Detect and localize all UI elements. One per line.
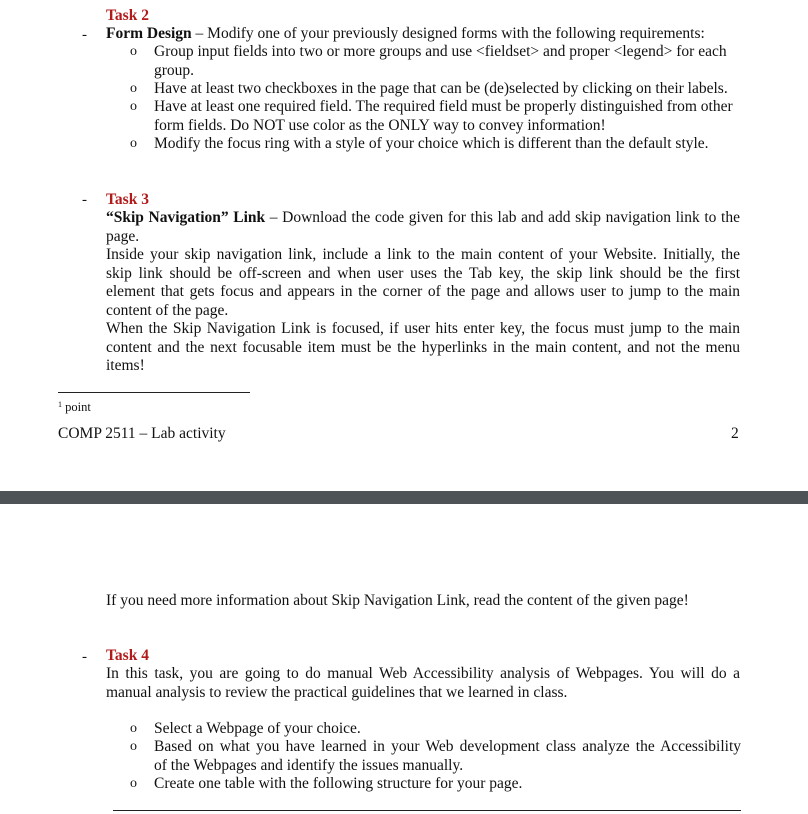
bullet-marker: o bbox=[130, 81, 137, 96]
task3-heading-cont: page. bbox=[106, 227, 140, 245]
footnote bbox=[58, 400, 91, 415]
task4-bullet-2 bbox=[154, 738, 741, 775]
bullet-marker: o bbox=[130, 44, 137, 59]
list-dash: - bbox=[82, 27, 87, 43]
footnote-text: point bbox=[62, 400, 91, 414]
task3-heading-rest: – Download the code given for this lab and add skip navigation link to the bbox=[265, 209, 740, 226]
task3-para2-line: When the Skip Navigation Link is focused, if user hits enter key, the focus must jump to the main bbox=[106, 320, 740, 337]
task4-para-line: In this task, you are going to do manual Web Accessibility analysis of Webpages. You will do a bbox=[106, 665, 740, 682]
task3-para1-line: content of the page. bbox=[106, 301, 229, 319]
bullet-line: Based on what you have learned in your Web development class analyze the Accessibility bbox=[154, 738, 741, 755]
task2-bullet-4 bbox=[154, 135, 741, 154]
task3-para1-line: Inside your skip navigation link, include a link to the main content of your Website. Initially, the bbox=[106, 246, 740, 263]
task2-title: Task 2 bbox=[106, 7, 149, 24]
bullet-line: Have at least two checkboxes in the page that can be (de)selected by clicking on their labels. bbox=[154, 80, 728, 97]
page-footer: COMP 2511 – Lab activity bbox=[58, 425, 226, 442]
task3-heading bbox=[106, 209, 740, 228]
task2-bullet-2 bbox=[154, 80, 741, 99]
task4-bullet-1 bbox=[154, 720, 741, 739]
task3-para1-line: element that gets focus and appears in the corner of the page and allows user to jump to the main bbox=[106, 283, 740, 300]
table-top-border bbox=[113, 810, 741, 814]
task3-heading-bold: “Skip Navigation” Link bbox=[106, 209, 266, 226]
task2-heading-bold: Form Design bbox=[106, 25, 192, 42]
list-dash: - bbox=[82, 649, 87, 665]
task4-title: Task 4 bbox=[106, 647, 149, 664]
bullet-marker: o bbox=[130, 776, 137, 791]
task2-heading-rest: – Modify one of your previously designed forms with the following requirements: bbox=[191, 25, 705, 42]
bullet-line: Select a Webpage of your choice. bbox=[154, 720, 361, 737]
footnote-mark: 1 bbox=[58, 400, 62, 409]
task3-para1-line: skip link should be off-screen and when user uses the Tab key, the skip link should be the first bbox=[106, 264, 740, 282]
task2-heading bbox=[106, 25, 746, 44]
page-separator bbox=[0, 491, 808, 504]
task4-para-line: manual analysis to review the practical guidelines that we learned in class. bbox=[106, 683, 568, 701]
bullet-line: form fields. Do NOT use color as the ONLY way to convey information! bbox=[154, 116, 606, 134]
bullet-marker: o bbox=[130, 99, 137, 114]
bullet-marker: o bbox=[130, 739, 137, 754]
task3-body bbox=[106, 209, 740, 376]
bullet-line: Create one table with the following structure for your page. bbox=[154, 775, 523, 792]
bullet-line: Group input fields into two or more groups and use <fieldset> and proper <legend> for each bbox=[154, 43, 727, 60]
bullet-marker: o bbox=[130, 136, 137, 151]
bullet-line: of the Webpages and identify the issues manually. bbox=[154, 756, 464, 774]
task2-bullet-1 bbox=[154, 43, 741, 80]
page-number: 2 bbox=[731, 425, 739, 442]
task3-para2-line: items! bbox=[106, 357, 145, 374]
document-page-2 bbox=[0, 504, 808, 813]
task4-bullet-3 bbox=[154, 775, 741, 794]
footnote-divider bbox=[58, 392, 250, 393]
bullet-marker: o bbox=[130, 721, 137, 736]
task2-bullet-3 bbox=[154, 98, 741, 135]
bullet-line: group. bbox=[154, 61, 195, 79]
task3-para2-line: content and the next focusable item must be the hyperlinks in the main content, and not the menu bbox=[106, 338, 740, 356]
bullet-line: Have at least one required field. The required field must be properly distinguished from other bbox=[154, 98, 733, 115]
task3-title: Task 3 bbox=[106, 191, 149, 208]
list-dash: - bbox=[82, 192, 87, 208]
skip-link-info: If you need more information about Skip Navigation Link, read the content of the given page! bbox=[106, 592, 689, 609]
bullet-line: Modify the focus ring with a style of your choice which is different than the default style. bbox=[154, 135, 709, 152]
task4-para bbox=[106, 665, 740, 702]
